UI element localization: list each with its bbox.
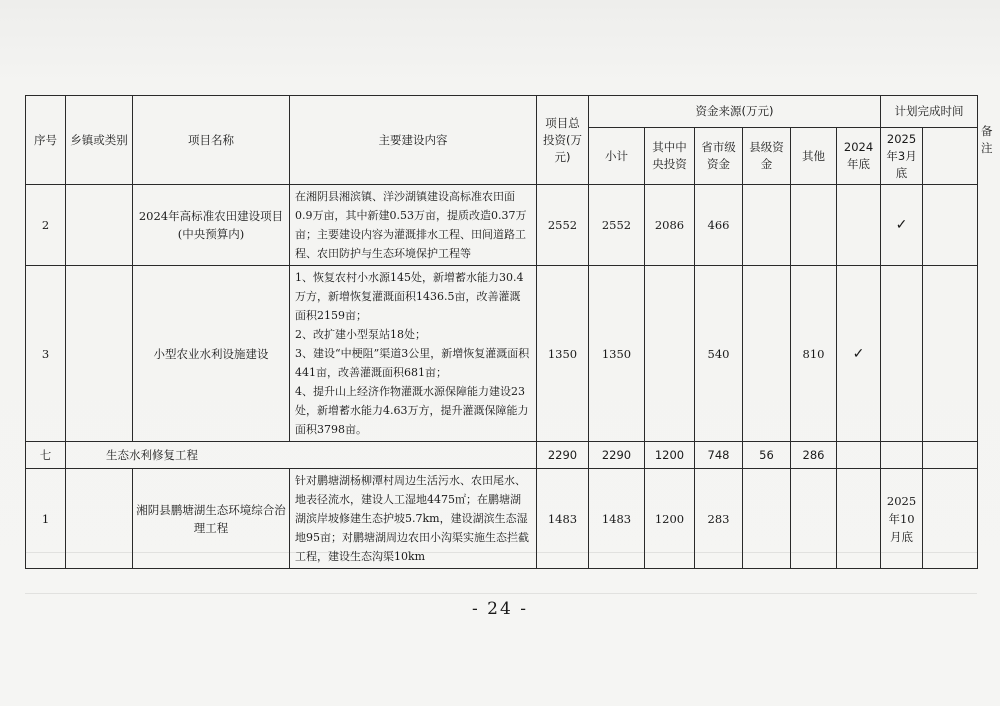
- row-provincial: 466: [695, 185, 743, 266]
- section-other: 286: [791, 442, 837, 469]
- row-central: 2086: [645, 185, 695, 266]
- row-total: 1483: [537, 469, 589, 569]
- row-name: 小型农业水利设施建设: [133, 266, 290, 442]
- col-county-header: 县级资金: [743, 128, 791, 185]
- row-2024: [837, 185, 881, 266]
- col-content-header: 主要建设内容: [290, 96, 537, 185]
- col-other-header: 其他: [791, 128, 837, 185]
- row-content: [290, 266, 537, 442]
- row-subtotal: 1483: [589, 469, 645, 569]
- header-row-1: 序号 乡镇或类别 项目名称 主要建设内容 项目总投资(万元) 资金来源(万元) 计划完成时间 备注: [26, 96, 978, 128]
- row-county: [743, 266, 791, 442]
- section-name: 生态水利修复工程: [66, 442, 537, 469]
- row-town: [66, 185, 133, 266]
- page-number: - 24 -: [472, 599, 528, 619]
- col-2025-header: 2025年3月底: [881, 128, 923, 185]
- content-line: 2、改扩建小型泵站18处；: [295, 328, 426, 341]
- row-central: [645, 266, 695, 442]
- row-subtotal: 2552: [589, 185, 645, 266]
- col-seq-header: 序号: [26, 96, 66, 185]
- col-central-header: 其中中央投资: [645, 128, 695, 185]
- row-subtotal: 1350: [589, 266, 645, 442]
- row-name: 湘阴县鹏塘湖生态环境综合治理工程: [133, 469, 290, 569]
- section-county: 56: [743, 442, 791, 469]
- col-town-header: 乡镇或类别: [66, 96, 133, 185]
- section-total: 2290: [537, 442, 589, 469]
- section-subtotal: 2290: [589, 442, 645, 469]
- plan-group-header: 计划完成时间: [881, 96, 978, 128]
- row-seq: 2: [26, 185, 66, 266]
- col-name-header: 项目名称: [133, 96, 290, 185]
- row-seq: 1: [26, 469, 66, 569]
- row-2025: ✓: [881, 185, 923, 266]
- row-other: 810: [791, 266, 837, 442]
- col-total-header: 项目总投资(万元): [537, 96, 589, 185]
- row-total: 1350: [537, 266, 589, 442]
- row-content: 针对鹏塘湖杨柳潭村周边生活污水、农田尾水、地表径流水，建设人工湿地4475㎡；在鹏塘湖湖滨岸坡修建生态护坡5.7km，建设湖滨生态湿地95亩；对鹏塘湖周边农田小沟渠实施生态拦截工程，建设生态沟渠10km: [290, 469, 537, 569]
- content-line: 3、建设“中梗阻”渠道3公里，新增恢复灌溉面积441亩，改善灌溉面积681亩；: [295, 347, 530, 379]
- col-2024-header: 2024年底: [837, 128, 881, 185]
- table-row: [26, 185, 978, 266]
- section-provincial: 748: [695, 442, 743, 469]
- row-town: [66, 266, 133, 442]
- row-2025: 2025年10月底: [881, 469, 923, 569]
- project-table: [25, 95, 993, 569]
- row-provincial: 283: [695, 469, 743, 569]
- row-total: 2552: [537, 185, 589, 266]
- row-central: 1200: [645, 469, 695, 569]
- section-central: 1200: [645, 442, 695, 469]
- row-remark: [923, 185, 978, 266]
- content-line: 1、恢复农村小水源145处，新增蓄水能力30.4万方，新增恢复灌溉面积1436.5亩，改善灌溉面积2159亩；: [295, 271, 524, 322]
- section-row: [26, 442, 978, 469]
- row-county: [743, 185, 791, 266]
- bleed-through-shadow: [25, 552, 977, 594]
- row-content: 在湘阴县湘滨镇、洋沙湖镇建设高标准农田面0.9万亩，其中新建0.53万亩，提质改造0.37万亩；主要建设内容为灌溉排水工程、田间道路工程、农田防护与生态环境保护工程等: [290, 185, 537, 266]
- row-seq: 3: [26, 266, 66, 442]
- content-line: 4、提升山上经济作物灌溉水源保障能力建设23处，新增蓄水能力4.63万方，提升灌溉保障能力面积3798亩。: [295, 385, 529, 436]
- row-name: 2024年高标准农田建设项目(中央预算内): [133, 185, 290, 266]
- section-seq: 七: [26, 442, 66, 469]
- row-other: [791, 185, 837, 266]
- col-subtotal-header: 小计: [589, 128, 645, 185]
- row-2025: [881, 266, 923, 442]
- row-provincial: 540: [695, 266, 743, 442]
- col-provincial-header: 省市级资金: [695, 128, 743, 185]
- row-2024: ✓: [837, 266, 881, 442]
- funding-group-header: 资金来源(万元): [589, 96, 881, 128]
- row-remark: [923, 266, 978, 442]
- table-row: [26, 266, 978, 442]
